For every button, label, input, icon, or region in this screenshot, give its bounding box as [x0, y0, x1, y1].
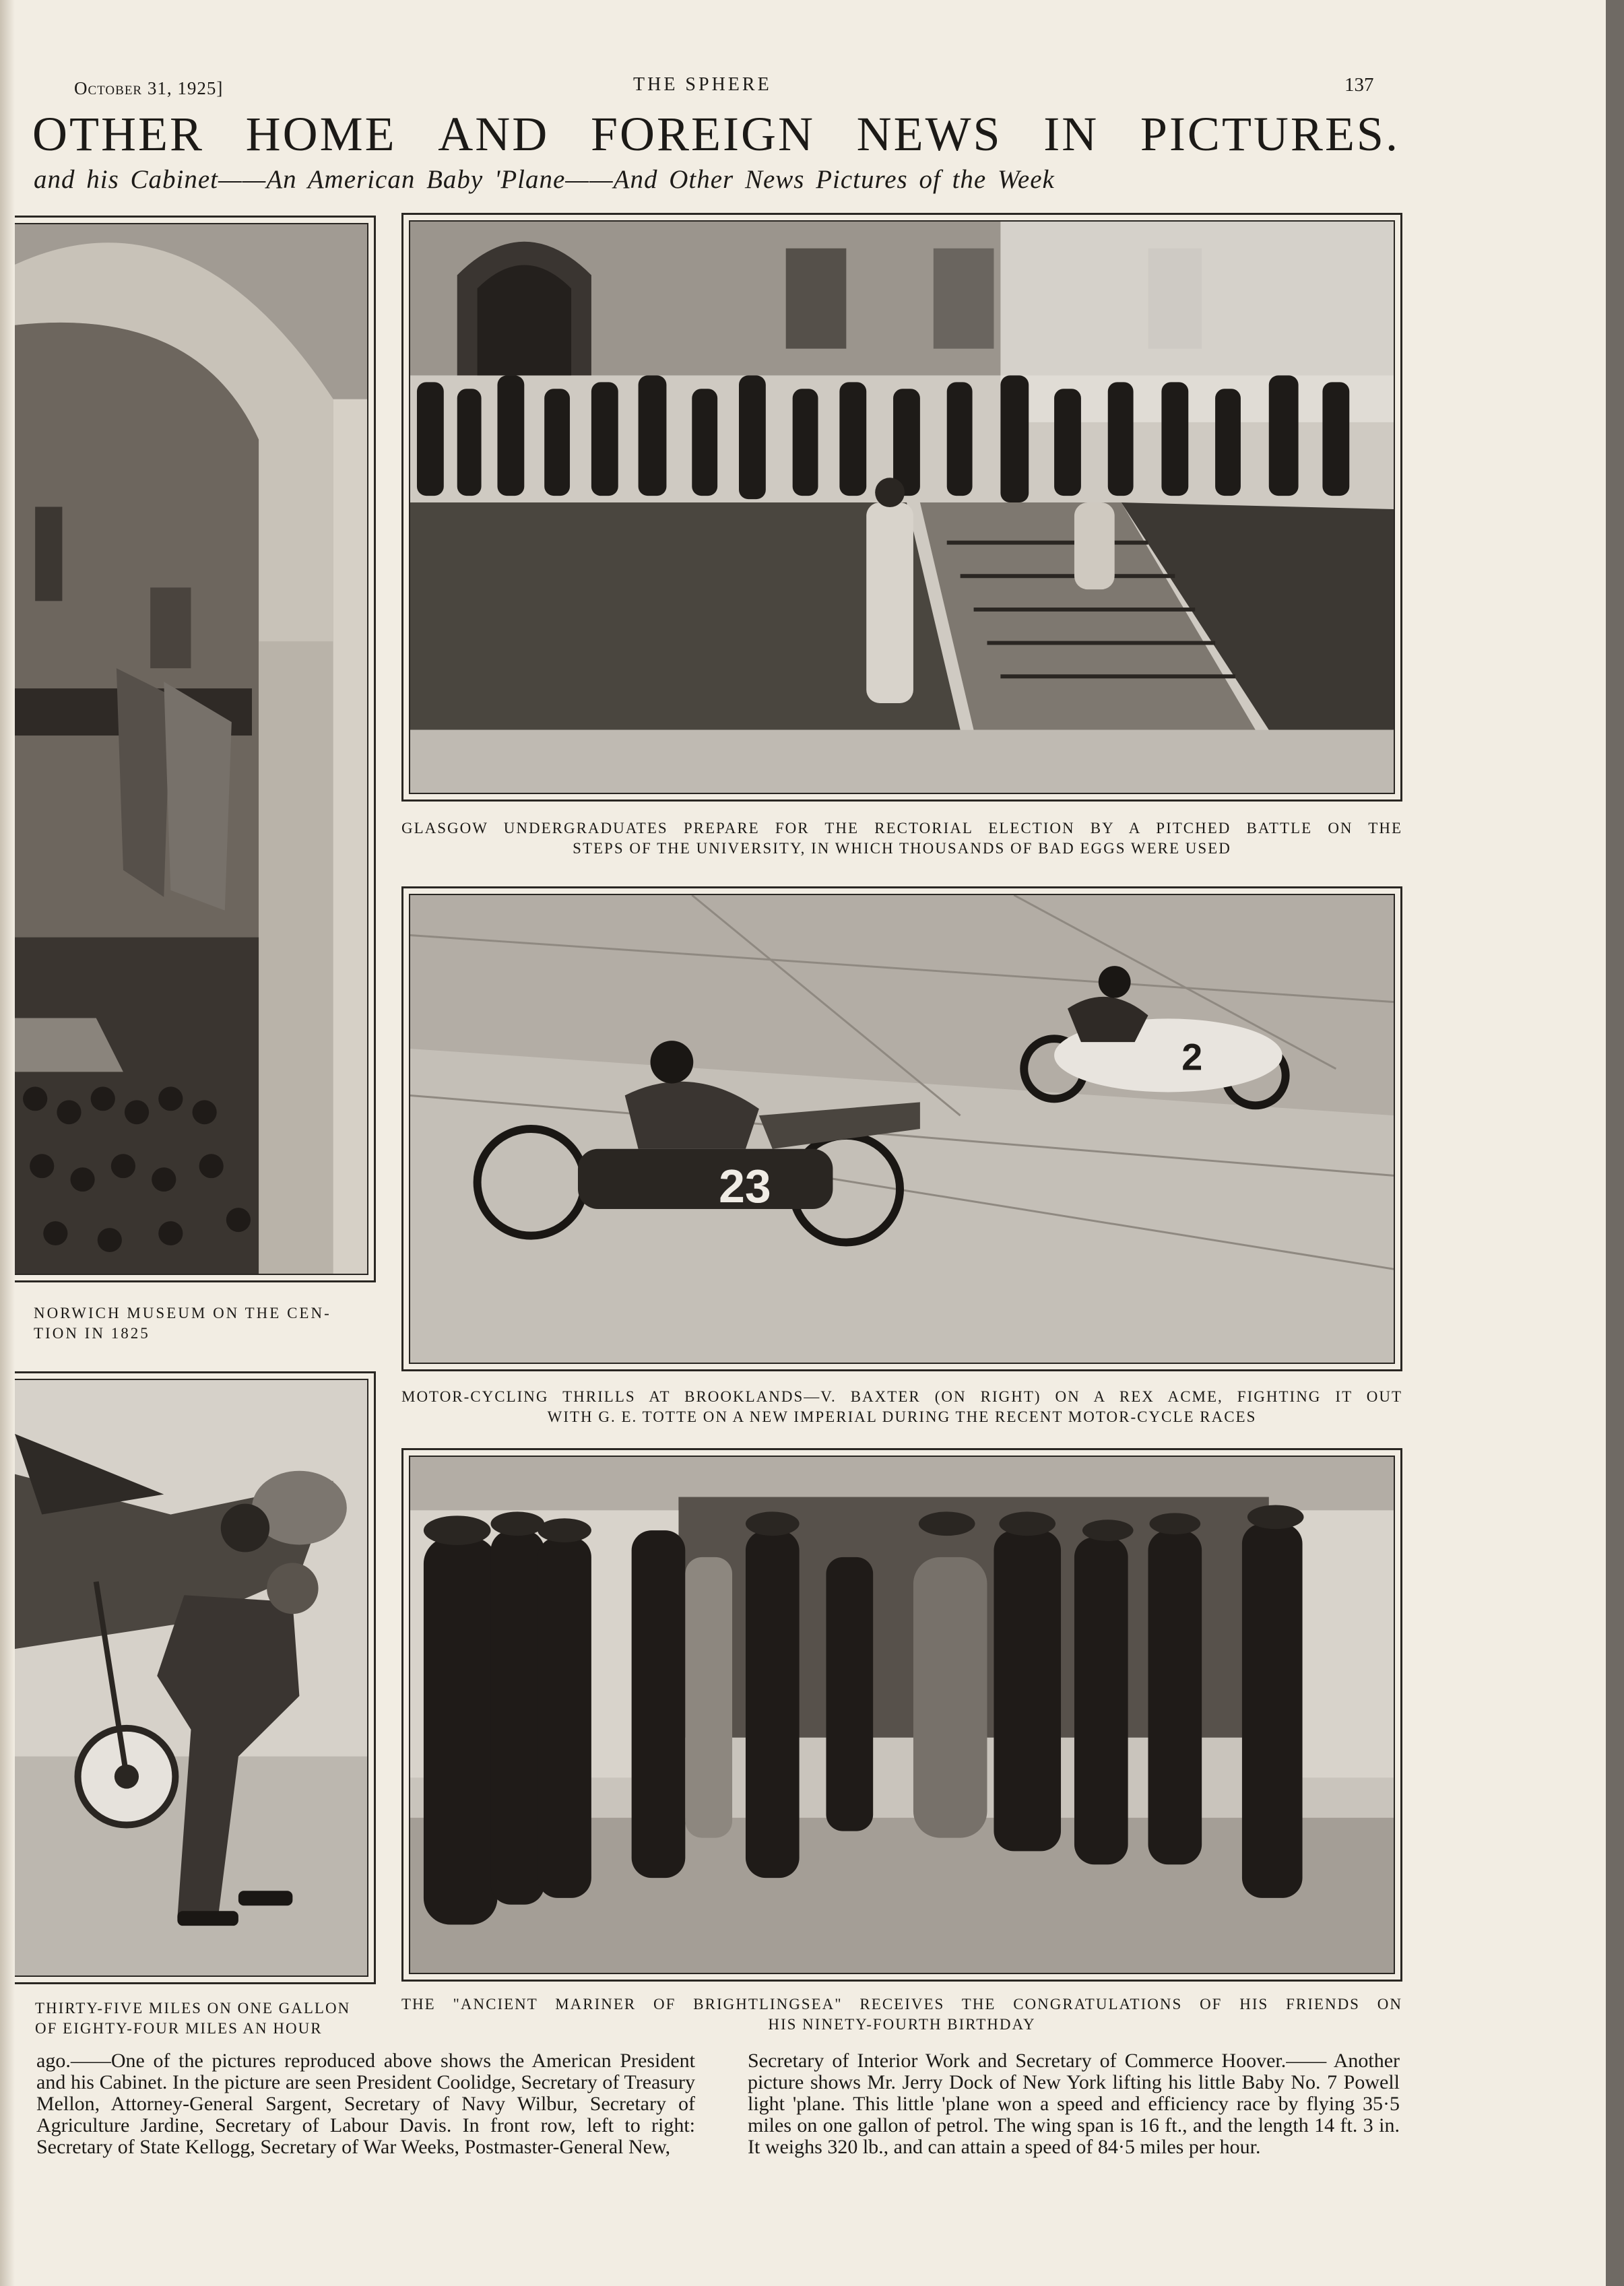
caption-line: MOTOR-CYCLING THRILLS AT BROOKLANDS—V. BAXTER (ON RIGHT) ON A REX ACME, FIGHTING IT OUT	[401, 1388, 1402, 1405]
issue-date: October 31, 1925]	[74, 78, 224, 98]
publication-name: THE SPHERE	[633, 74, 772, 95]
caption-line: OF EIGHTY-FOUR MILES AN HOUR	[35, 2020, 323, 2037]
page-number: 137	[1344, 74, 1374, 96]
headline-word: PICTURES.	[1140, 107, 1400, 161]
baby-plane-photo	[9, 1371, 376, 1984]
glasgow-caption	[401, 818, 1402, 859]
body-text-left-column: ago.——One of the pictures reproduced above shows the American President and his Cabinet. In the picture are seen President Coolidge, Secretary of Treasury Mellon, Attorney-General Sargent, Secretary of Navy Wilbur, Secretary of Agriculture Jardine, Secretary of Labour Davis. In front row, left to right: Secretary of State Kellogg, Secretary of War Weeks, Postmaster-General New,	[36, 2050, 695, 2158]
glasgow-battle-photo	[401, 213, 1402, 802]
headline-word: HOME	[245, 107, 397, 161]
caption-line: THIRTY-FIVE MILES ON ONE GALLON	[35, 2000, 351, 2017]
subheadline: and his Cabinet——An American Baby 'Plane——And Other News Pictures of the Week	[34, 165, 1055, 194]
caption-line: NORWICH MUSEUM ON THE CEN-	[34, 1305, 331, 1321]
brooklands-race-photo	[401, 886, 1402, 1371]
brooklands-caption	[401, 1387, 1402, 1427]
headline-word: NEWS	[856, 107, 1002, 161]
caption-line: STEPS OF THE UNIVERSITY, IN WHICH THOUSANDS OF BAD EGGS WERE USED	[573, 840, 1231, 857]
mariner-caption	[401, 1994, 1402, 2035]
headline-word: IN	[1043, 107, 1099, 161]
norwich-caption	[34, 1303, 370, 1344]
caption-line: GLASGOW UNDERGRADUATES PREPARE FOR THE RECTORIAL ELECTION BY A PITCHED BATTLE ON THE	[401, 820, 1402, 837]
headline-word: OTHER	[32, 107, 204, 161]
ancient-mariner-photo	[401, 1448, 1402, 1982]
sidecar-number-right: 2	[1181, 1036, 1203, 1078]
plane-caption	[35, 1998, 385, 2039]
norwich-museum-photo	[9, 216, 376, 1282]
sidecar-number-left: 23	[719, 1160, 771, 1213]
caption-line: THE "ANCIENT MARINER OF BRIGHTLINGSEA" RECEIVES THE CONGRATULATIONS OF HIS FRIENDS ON	[401, 1996, 1402, 2013]
page-headline	[32, 106, 1400, 162]
caption-line: HIS NINETY-FOURTH BIRTHDAY	[768, 2016, 1036, 2033]
caption-line: TION IN 1825	[34, 1325, 150, 1342]
headline-word: AND	[438, 107, 550, 161]
body-text-right-column: Secretary of Interior Work and Secretary of Commerce Hoover.—— Another picture shows Mr. Jerry Dock of New York lifting his little Baby No. 7 Powell light 'plane. This little 'plane won a speed and efficiency race by flying 35·5 miles on one gallon of petrol. The wing span is 16 ft., and the length 14 ft. 3 in. It weighs 320 lb., and can attain a speed of 84·5 miles per hour.	[748, 2050, 1400, 2158]
caption-line: WITH G. E. TOTTE ON A NEW IMPERIAL DURING THE RECENT MOTOR-CYCLE RACES	[547, 1408, 1257, 1425]
headline-word: FOREIGN	[590, 107, 815, 161]
